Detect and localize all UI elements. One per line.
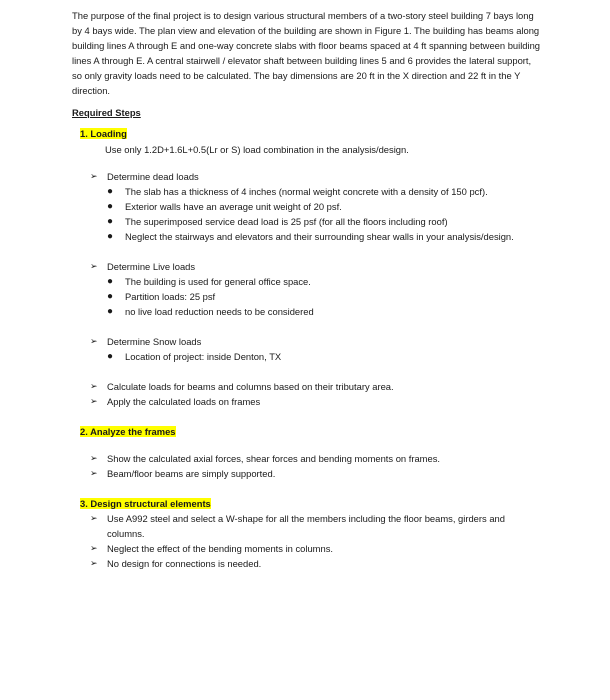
required-steps-heading: Required Steps (72, 107, 141, 118)
live-loads-label: Determine Live loads (107, 261, 196, 272)
arrow-bullet-icon: ➢ (90, 261, 98, 271)
live-loads-list (72, 274, 542, 319)
list-item: ● The slab has a thickness of 4 inches (normal weight concrete with a density of 150 pcf). (107, 186, 488, 197)
bullet-dot-icon: ● (107, 351, 114, 362)
arrow-bullet-icon: ➢ (90, 543, 98, 553)
no-connections-item: ➢ No design for connections is needed. (90, 558, 262, 569)
snow-loads-item (72, 334, 542, 349)
step-2-heading (80, 424, 542, 439)
arrow-bullet-icon: ➢ (90, 171, 98, 181)
list-item: ● The building is used for general office space. (107, 276, 311, 287)
bullet-dot-icon: ● (107, 186, 114, 197)
step-1-heading (80, 126, 542, 141)
dead-loads-label: Determine dead loads (107, 171, 199, 182)
load-combination-note: Use only 1.2D+1.6L+0.5(Lr or S) load combination in the analysis/design. (105, 144, 409, 155)
document-page (72, 8, 542, 571)
bullet-dot-icon: ● (107, 276, 114, 287)
show-forces-item: ➢ Show the calculated axial forces, shear forces and bending moments on frames. (90, 453, 440, 464)
bullet-dot-icon: ● (107, 231, 114, 242)
snow-loads-label: Determine Snow loads (107, 336, 202, 347)
list-item: ● Partition loads: 25 psf (107, 291, 216, 302)
step-3-title: 3. Design structural elements (80, 498, 211, 509)
snow-loads-list (72, 349, 542, 364)
bullet-dot-icon: ● (107, 201, 114, 212)
arrow-bullet-icon: ➢ (90, 513, 98, 523)
dead-loads-item (72, 169, 542, 184)
arrow-bullet-icon: ➢ (90, 558, 98, 568)
calc-loads-item: ➢ Calculate loads for beams and columns based on their tributary area. (90, 381, 394, 392)
arrow-bullet-icon: ➢ (90, 453, 98, 463)
arrow-bullet-icon: ➢ (90, 396, 98, 406)
list-item: ● Exterior walls have an average unit weight of 20 psf. (107, 201, 342, 212)
list-item: ● Neglect the stairways and elevators and their surrounding shear walls in your analysis/design. (107, 231, 514, 242)
apply-loads-item: ➢ Apply the calculated loads on frames (90, 396, 261, 407)
intro-paragraph: The purpose of the final project is to design various structural members of a two-story steel building 7 bays long by 4 bays wide. The plan view and elevation of the building are shown in Figure 1. The building has beams along building lines A through E and one-way concrete slabs with floor beams spaced at 4 ft spanning between building lines A through E. A central stairwell / elevator shaft between building lines 5 and 6 provides the lateral support, so only gravity loads need to be calculated. The bay dimensions are 20 ft in the X direction and 22 ft in the Y direction. (72, 10, 541, 96)
bullet-dot-icon: ● (107, 291, 114, 302)
arrow-bullet-icon: ➢ (90, 468, 98, 478)
steel-selection-item: ➢ Use A992 steel and select a W-shape for all the members including the floor beams, girders and columns. (90, 513, 505, 539)
dead-loads-list (72, 184, 542, 244)
list-item: ● no live load reduction needs to be considered (107, 306, 314, 317)
list-item: ● Location of project: inside Denton, TX (107, 351, 282, 362)
step-1-title: 1. Loading (80, 128, 127, 139)
step-2-title: 2. Analyze the frames (80, 426, 176, 437)
neglect-moments-item: ➢ Neglect the effect of the bending moments in columns. (90, 543, 333, 554)
step-3-heading (80, 496, 542, 511)
simply-supported-item: ➢ Beam/floor beams are simply supported. (90, 468, 276, 479)
live-loads-item (72, 259, 542, 274)
arrow-bullet-icon: ➢ (90, 381, 98, 391)
bullet-dot-icon: ● (107, 216, 114, 227)
bullet-dot-icon: ● (107, 306, 114, 317)
list-item: ● The superimposed service dead load is 25 psf (for all the floors including roof) (107, 216, 448, 227)
arrow-bullet-icon: ➢ (90, 336, 98, 346)
